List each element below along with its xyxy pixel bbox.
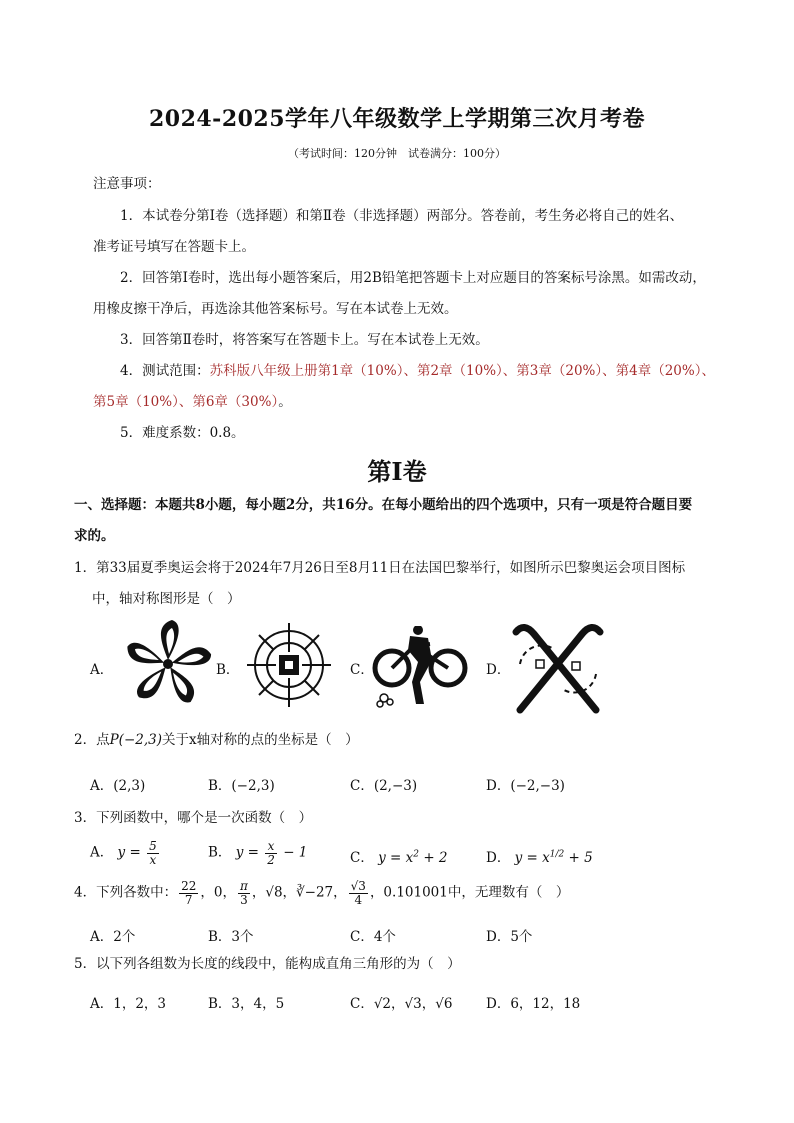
q2-prefix: 2．点 <box>74 732 110 748</box>
q3-option-d <box>486 846 593 866</box>
note-4b <box>93 394 292 410</box>
q4-fraction-2 <box>238 880 250 906</box>
note-1b: 准考证号填写在答题卡上。 <box>93 239 255 255</box>
q4-fraction-1 <box>179 880 198 906</box>
q4-rest: ，√8，∛−27， <box>251 884 347 901</box>
q3-c-expr: y = x <box>378 850 414 866</box>
q3-option-b <box>208 840 307 866</box>
q2-option-c: C．(2,−3) <box>350 778 418 794</box>
note-5: 5．难度系数：0.8。 <box>120 425 245 441</box>
q5-text: 5．以下列各组数为长度的线段中，能构成直角三角形的为（ ） <box>74 956 461 972</box>
exam-title: 2024-2025学年八年级数学上学期第三次月考卷 <box>148 106 646 132</box>
q4-suffix: ，0.101001中，无理数有（ ） <box>369 884 570 901</box>
q3-b-tail: − 1 <box>283 844 308 861</box>
q3-option-d-label: D． <box>486 850 511 866</box>
note-4-suffix: 。 <box>278 394 292 410</box>
q4-option-b: B．3个 <box>208 929 254 945</box>
q4-option-a: A．2个 <box>90 929 136 945</box>
q5-option-c: C．√2，√3，√6 <box>350 996 453 1012</box>
q3-a-lhs: y = <box>117 844 141 861</box>
q3-b-fraction <box>265 840 277 866</box>
section-title: 第Ⅰ卷 <box>367 457 427 486</box>
q2-option-d: D．(−2,−3) <box>486 778 565 794</box>
q3-a-den: x <box>149 852 157 867</box>
q1-option-c-label: C． <box>350 662 374 678</box>
q3-b-den: 2 <box>267 852 275 867</box>
q1-option-a-label: A． <box>90 662 114 678</box>
pinwheel-icon <box>118 618 218 714</box>
exam-subtitle: （考试时间：120分钟 试卷满分：100分） <box>288 147 506 160</box>
q4-f1-den: 7 <box>184 892 193 907</box>
q3-option-c-label: C． <box>350 850 374 866</box>
q4-f2-den: 3 <box>240 892 248 907</box>
q3-a-num: 5 <box>149 839 157 853</box>
q3-d-exp: 1/2 <box>549 849 565 860</box>
q5-option-b: B．3，4，5 <box>208 996 285 1012</box>
q3-b-num: x <box>265 840 277 854</box>
q2-option-a: A．(2,3) <box>90 778 146 794</box>
q5-option-d: D．6，12，18 <box>486 996 581 1012</box>
hockey-icon <box>506 618 610 718</box>
q3-d-expr: y = x <box>514 850 550 866</box>
q3-d-tail: + 5 <box>568 850 593 866</box>
q2-point: P(−2,3) <box>109 732 162 748</box>
note-4 <box>120 363 715 379</box>
q3-option-b-label: B． <box>208 844 232 861</box>
q2-suffix: 关于x轴对称的点的坐标是（ ） <box>162 732 359 748</box>
q4-option-c: C．4个 <box>350 929 396 945</box>
note-4-scope-a: 苏科版八年级上册第1章（10%）、第2章（10%）、第3章（20%）、第4章（20%）、 <box>209 363 715 379</box>
q4-fraction-3 <box>349 880 368 906</box>
note-4-prefix: 4．测试范围： <box>120 363 210 379</box>
q2-option-b: B．(−2,3) <box>208 778 275 794</box>
q3-a-fraction <box>147 840 159 866</box>
q4-option-d: D．5个 <box>486 929 533 945</box>
q2-text <box>74 732 359 748</box>
note-2b: 用橡皮擦干净后，再选涂其他答案标号。写在本试卷上无效。 <box>93 301 458 317</box>
section-instructions-b: 求的。 <box>74 528 115 544</box>
q1-text-b: 中，轴对称图形是（ ） <box>92 591 241 607</box>
cycling-icon <box>370 626 470 714</box>
q3-c-exp: 2 <box>413 849 420 860</box>
q1-option-b-label: B． <box>216 662 240 678</box>
q4-zero: ，0， <box>200 884 236 901</box>
q1-option-d-label: D． <box>486 662 511 678</box>
q4-f2-num: π <box>239 879 248 893</box>
note-4-scope-b: 第5章（10%）、第6章（30%） <box>93 394 279 410</box>
q3-b-lhs: y = <box>235 844 259 861</box>
q3-text: 3．下列函数中，哪个是一次函数（ ） <box>74 810 313 826</box>
q4-f3-den: 4 <box>354 892 363 907</box>
q4-f1-num: 22 <box>181 879 197 893</box>
q4-prefix: 4．下列各数中： <box>74 884 178 901</box>
q1-text-a: 1．第33届夏季奥运会将于2024年7月26日至8月11日在法国巴黎举行，如图所示巴黎奥运会项目图标 <box>74 560 686 576</box>
q3-option-c <box>350 846 448 866</box>
note-1a: 1．本试卷分第Ⅰ卷（选择题）和第Ⅱ卷（非选择题）两部分。答卷前，考生务必将自己的姓名、 <box>120 208 684 224</box>
notes-heading: 注意事项： <box>93 176 161 192</box>
q3-option-a <box>90 840 161 866</box>
note-3: 3．回答第Ⅱ卷时，将答案写在答题卡上。写在本试卷上无效。 <box>120 332 489 348</box>
section-instructions-a: 一、选择题：本题共8小题，每小题2分，共16分。在每小题给出的四个选项中，只有一项是符合题目要 <box>74 497 693 513</box>
note-2a: 2．回答第Ⅰ卷时，选出每小题答案后，用2B铅笔把答题卡上对应题目的答案标号涂黑。如需改动， <box>120 270 706 286</box>
target-icon <box>244 622 334 712</box>
q4-text <box>74 880 569 906</box>
q3-c-tail: + 2 <box>423 850 448 866</box>
q4-f3-num: √3 <box>350 879 366 893</box>
q5-option-a: A．1，2，3 <box>90 996 167 1012</box>
q3-option-a-label: A． <box>90 844 114 861</box>
